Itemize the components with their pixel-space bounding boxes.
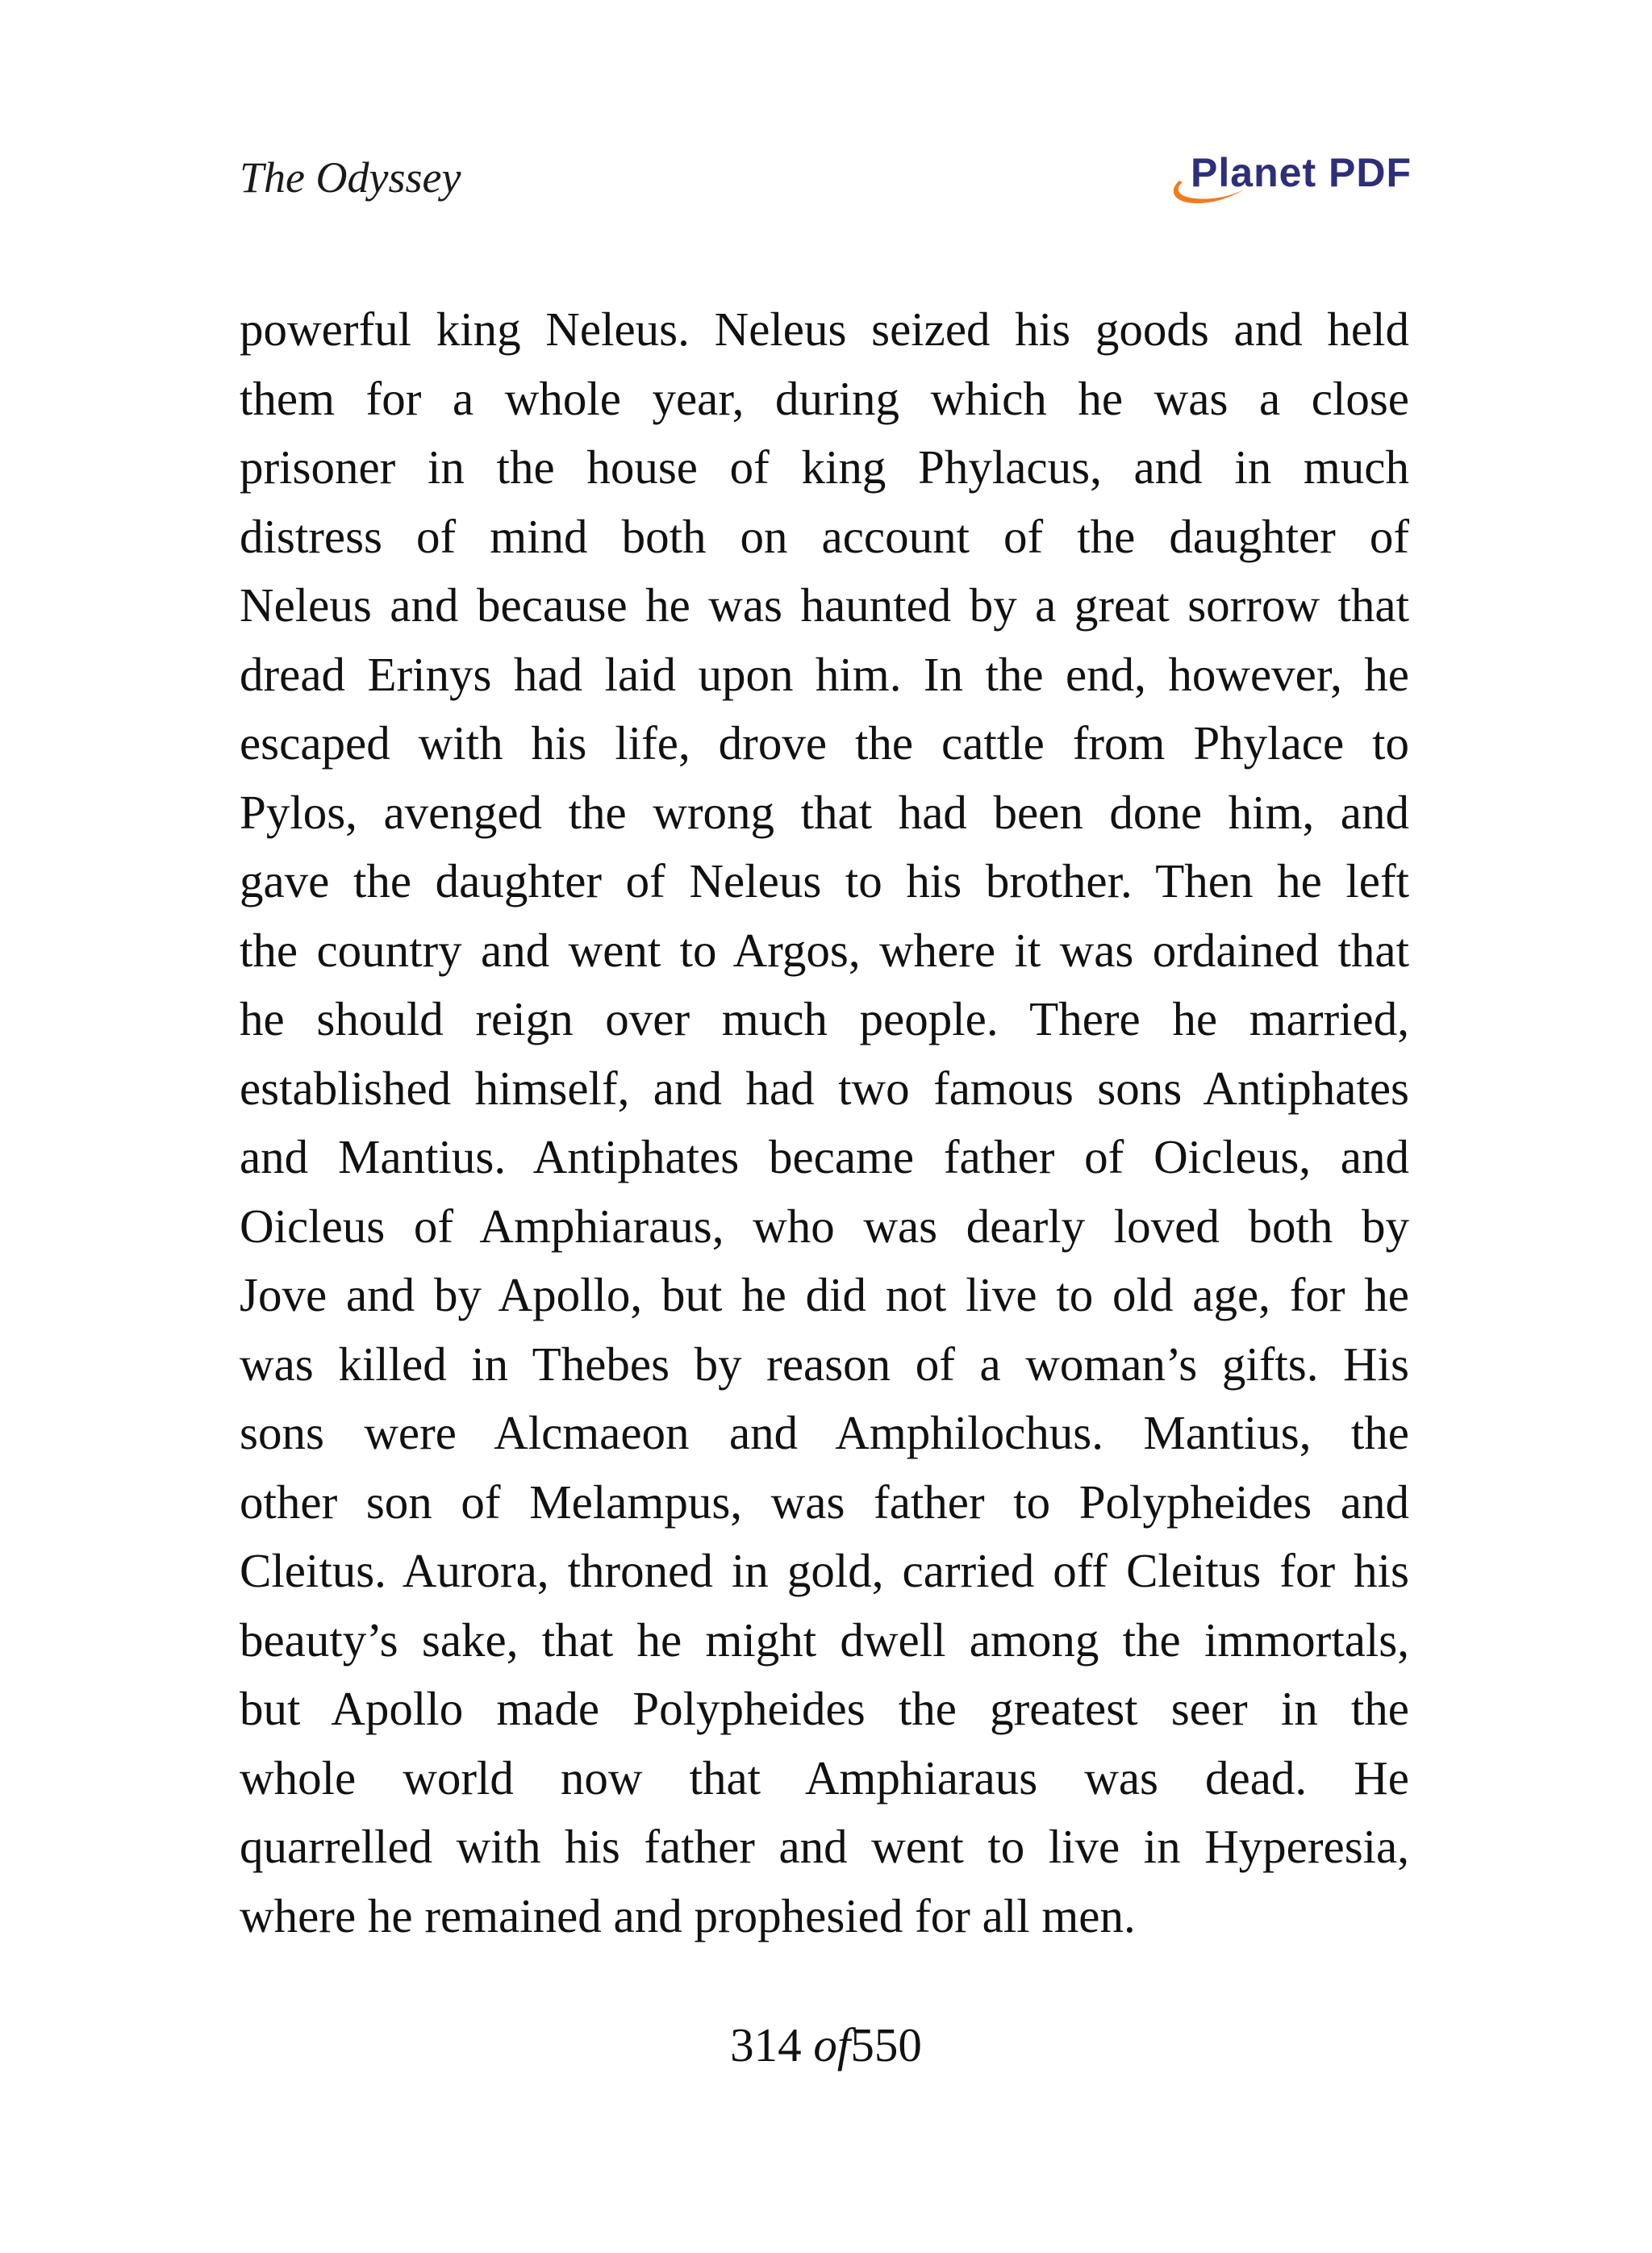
body-text: [240, 295, 1409, 1951]
text-line: whole world now that Amphiaraus was dead. He: [240, 1750, 1409, 1804]
text-line: powerful king Neleus. Neleus seized his goods and held: [240, 302, 1409, 356]
text-line: other son of Melampus, was father to Polypheides and: [240, 1475, 1409, 1529]
text-line: he should reign over much people. There he married,: [240, 992, 1409, 1045]
page-number: [0, 2017, 1652, 2073]
logo-text: Planet PDF: [1191, 150, 1412, 195]
text-line: but Apollo made Polypheides the greatest seer in the: [240, 1682, 1409, 1735]
planet-pdf-logo: [1162, 148, 1412, 213]
page-current: 314: [730, 2018, 802, 2072]
text-line: where he remained and prophesied for all men.: [240, 1888, 1136, 1942]
text-line: dread Erinys had laid upon him. In the end, however, he: [240, 647, 1409, 701]
text-line: Neleus and because he was haunted by a great sorrow that: [240, 578, 1409, 632]
text-line: Pylos, avenged the wrong that had been done him, and: [240, 785, 1409, 839]
text-line: Cleitus. Aurora, throned in gold, carried off Cleitus for his: [240, 1544, 1409, 1597]
text-line: prisoner in the house of king Phylacus, and in much: [240, 440, 1409, 494]
text-line: beauty’s sake, that he might dwell among the immortals,: [240, 1613, 1409, 1667]
text-line: distress of mind both on account of the daughter of: [240, 509, 1409, 563]
page-total: 550: [850, 2018, 922, 2072]
text-line: Jove and by Apollo, but he did not live to old age, for he: [240, 1268, 1409, 1321]
text-line: them for a whole year, during which he was a close: [240, 371, 1409, 425]
page-of: of: [813, 2018, 851, 2072]
text-line: sons were Alcmaeon and Amphilochus. Mantius, the: [240, 1406, 1409, 1459]
text-line: was killed in Thebes by reason of a woman’s gifts. His: [240, 1337, 1409, 1391]
text-line: quarrelled with his father and went to live in Hyperesia,: [240, 1820, 1409, 1873]
running-title: The Odyssey: [240, 153, 461, 202]
text-line: and Mantius. Antiphates became father of Oicleus, and: [240, 1130, 1409, 1183]
text-line: the country and went to Argos, where it was ordained that: [240, 923, 1409, 977]
text-line: established himself, and had two famous sons Antiphates: [240, 1061, 1409, 1115]
text-line: Oicleus of Amphiaraus, who was dearly loved both by: [240, 1199, 1409, 1253]
text-line: gave the daughter of Neleus to his brother. Then he left: [240, 854, 1409, 907]
text-line: escaped with his life, drove the cattle from Phylace to: [240, 716, 1409, 770]
